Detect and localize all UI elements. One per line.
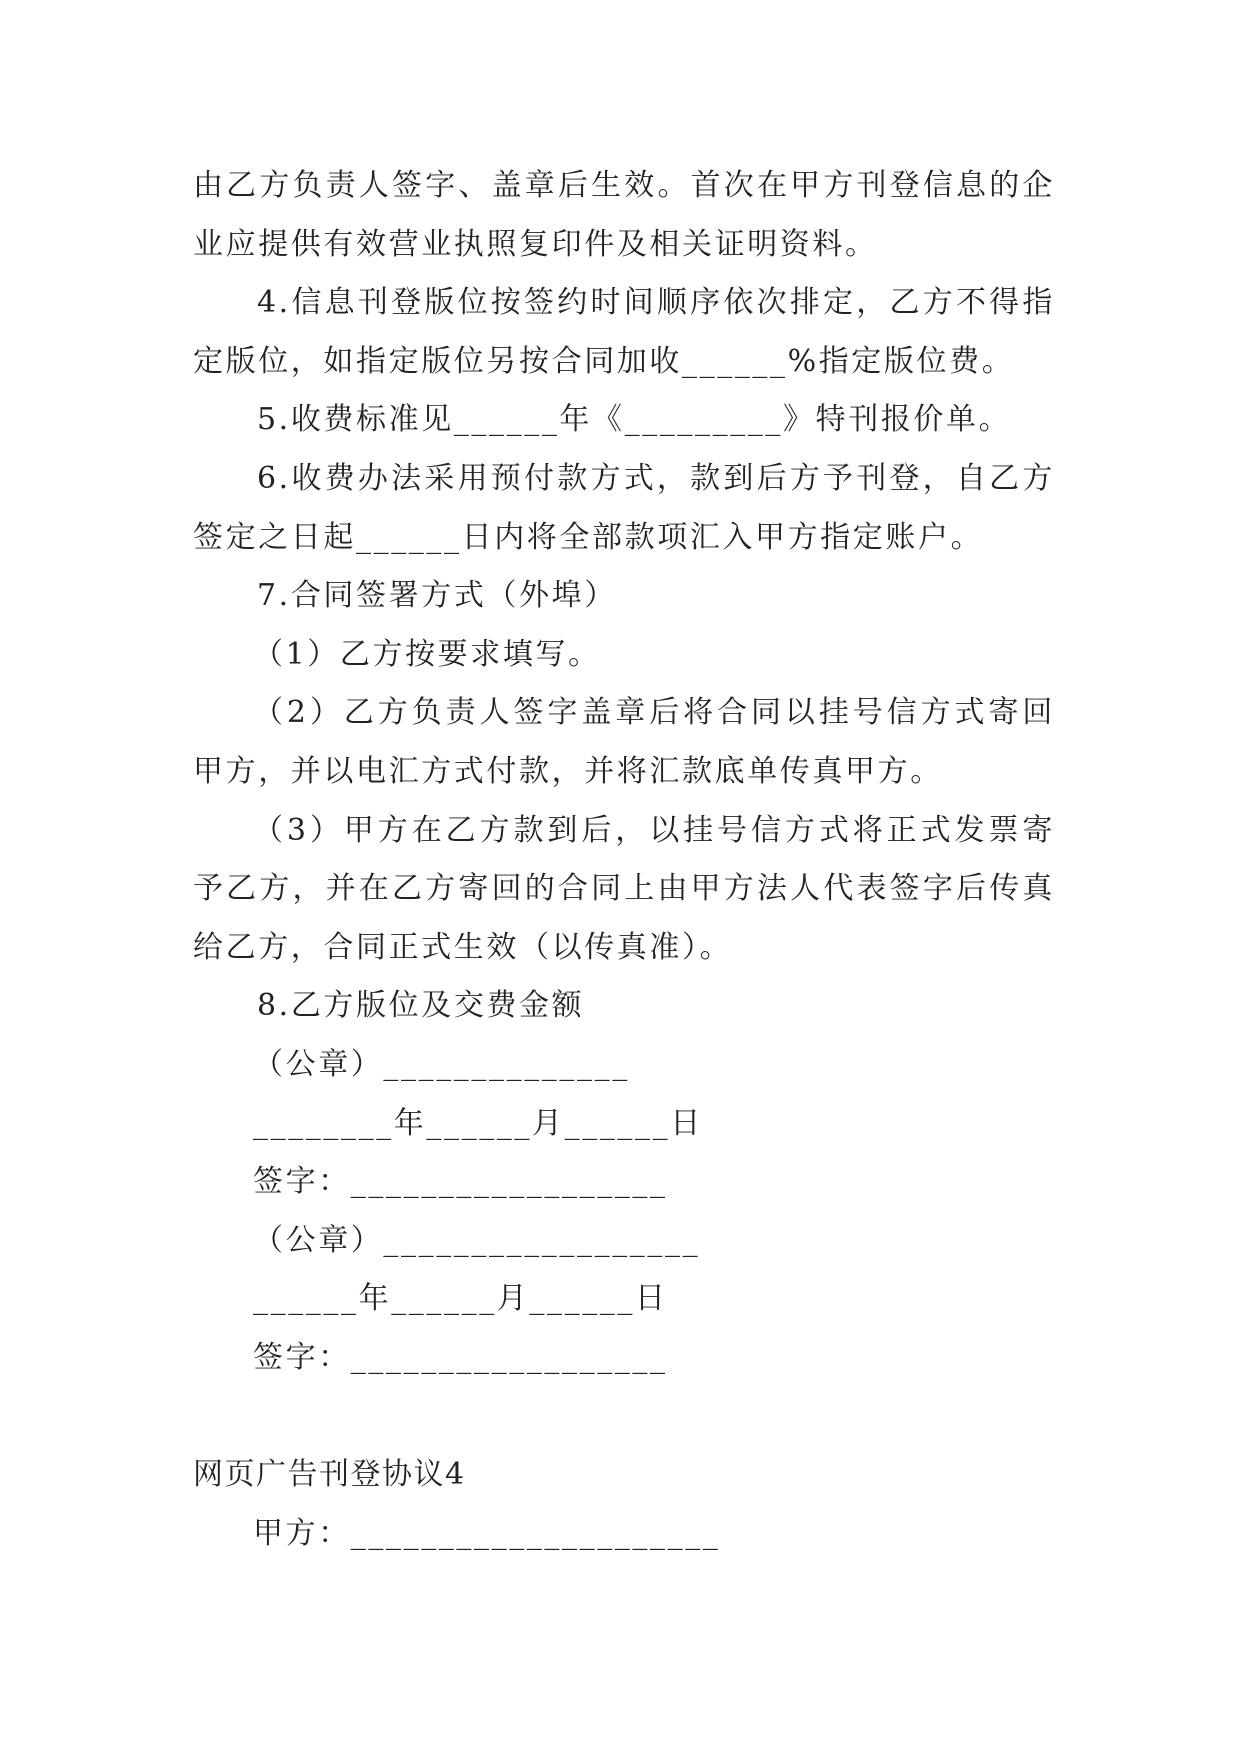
document-body: [193, 157, 1055, 1563]
agreement-title: 网页广告刊登协议4: [193, 1457, 466, 1493]
clause-7-item-3-line-3: 给乙方，合同正式生效（以传真准）。: [193, 929, 733, 965]
clause-7-item-3-line-2: 予乙方，并在乙方寄回的合同上由甲方法人代表签字后传真: [193, 871, 1055, 907]
paragraph-line: 业应提供有效营业执照复印件及相关证明资料。: [193, 226, 878, 262]
clause-7-item-2-line-2: 甲方，并以电汇方式付款，并将汇款底单传真甲方。: [193, 753, 943, 789]
seal-line-1: （公章）______________: [253, 1046, 630, 1082]
clause-6-line-2: 签定之日起______日内将全部款项汇入甲方指定账户。: [193, 519, 984, 555]
clause-7-item-1: （1）乙方按要求填写。: [253, 636, 601, 672]
clause-4-line-1: 4.信息刊登版位按签约时间顺序依次排定，乙方不得指: [257, 285, 1055, 321]
clause-6-line-1: 6.收费办法采用预付款方式，款到后方予刊登，自乙方: [257, 460, 1055, 496]
clause-7-heading: 7.合同签署方式（外埠）: [257, 578, 617, 614]
signature-line-2: 签字：__________________: [253, 1339, 668, 1375]
clause-7-item-2-line-1: （2）乙方负责人签字盖章后将合同以挂号信方式寄回: [253, 695, 1055, 731]
date-line-1: ________年______月______日: [253, 1105, 703, 1141]
paragraph-line: 由乙方负责人签字、盖章后生效。首次在甲方刊登信息的企: [193, 168, 1055, 203]
blank-gap: [193, 1387, 1055, 1446]
clause-5: 5.收费标准见______年《_________》特刊报价单。: [257, 402, 1012, 438]
party-a-line: 甲方：_____________________: [253, 1515, 721, 1551]
clause-4-line-2: 定版位，如指定版位另按合同加收______%指定版位费。: [193, 343, 1015, 379]
signature-line-1: 签字：__________________: [253, 1164, 668, 1200]
seal-line-2: （公章）__________________: [253, 1222, 701, 1258]
date-line-2: ______年______月______日: [253, 1281, 668, 1317]
clause-7-item-3-line-1: （3）甲方在乙方款到后，以挂号信方式将正式发票寄: [253, 812, 1055, 848]
clause-8-heading: 8.乙方版位及交费金额: [257, 988, 585, 1024]
